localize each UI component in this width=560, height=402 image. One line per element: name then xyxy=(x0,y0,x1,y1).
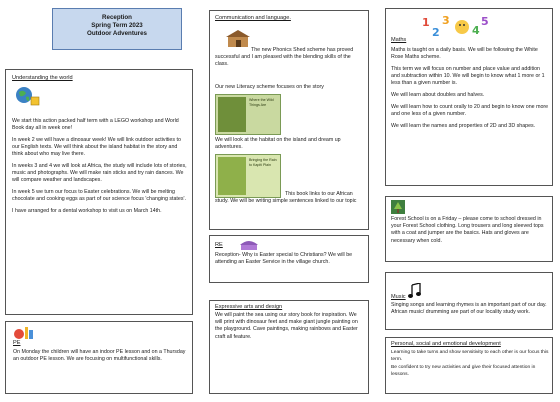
music-text: Singing songs and learning rhymes is an important part of our day. African music/ drumming are part of our locality study work. xyxy=(391,302,547,316)
title-line-3: Outdoor Adventures xyxy=(87,30,147,37)
re-heading: RE xyxy=(215,242,223,248)
understanding-paragraph: In week 2 we will have a dinosaur week! We will link outdoor activities to our English texts. We will think about the island habitat in the story and think about who may live there. xyxy=(12,136,181,158)
forest-school-box xyxy=(385,196,553,262)
title-box xyxy=(52,8,182,50)
svg-text:5: 5 xyxy=(481,15,489,28)
forest-icon xyxy=(391,200,405,214)
maths-paragraph: We will learn how to count orally to 20 and begin to know one more and one less of a given number. xyxy=(391,103,549,117)
svg-text:1: 1 xyxy=(422,16,430,29)
book-2-title: Bringing the Rain to Kapiti Plain xyxy=(249,158,277,167)
music-heading: Music xyxy=(391,294,406,300)
literacy-intro: Our new Literacy scheme focuses on the story xyxy=(215,84,324,90)
re-box xyxy=(209,235,369,283)
maths-heading: Maths xyxy=(391,37,407,43)
forest-text: Forest School is on a Friday – please come to school dressed in your Forest School clothing. Long trousers and long sleeved tops with a coat and jumper are the basics. Hats and gloves are necessary when cold. xyxy=(391,216,544,244)
understanding-the-world-box xyxy=(5,69,193,315)
maths-paragraph: This term we will focus on number and place value and addition and subtraction within 10. We will begin to know what 1 more or 1 less than a given number is. xyxy=(391,65,545,87)
understanding-paragraph: In week 5 we turn our focus to Easter celebrations. We will be melting chocolate and cooking eggs as part of our science focus 'changing states'. xyxy=(12,189,186,203)
book-cover-2-art xyxy=(218,157,246,195)
church-icon xyxy=(238,237,260,251)
maths-paragraph: Maths is taught on a daily basis. We will be following the White Rose Maths scheme. xyxy=(391,47,538,61)
communication-heading: Communication and language. xyxy=(215,15,291,21)
pe-equipment-icon xyxy=(13,324,35,340)
understanding-heading: Understanding the world xyxy=(12,75,73,81)
globe-icon xyxy=(14,85,40,107)
book-2-text: This book links to our African study. We will be writing simple sentences linked to our topic xyxy=(215,191,357,205)
pe-text: On Monday the children will have an indoor PE lesson and on a Thursday an outdoor PE lesson. We are focusing on multifunctional skills. xyxy=(13,349,186,363)
maths-paragraph: We will learn the names and properties of 2D and 3D shapes. xyxy=(391,122,536,129)
pe-box xyxy=(5,321,193,394)
maths-numbers-icon xyxy=(420,12,492,42)
communication-box xyxy=(209,10,369,230)
svg-text:4: 4 xyxy=(472,24,480,37)
book-cover-1-art xyxy=(218,97,246,132)
pshe-text xyxy=(391,350,549,383)
book-cover-1 xyxy=(215,94,281,135)
understanding-text xyxy=(12,118,188,220)
phonics-shed-logo xyxy=(224,28,252,48)
expressive-arts-box xyxy=(209,300,369,394)
expressive-heading: Expressive arts and design xyxy=(215,304,283,310)
maths-paragraph: We will learn about doubles and halves. xyxy=(391,92,485,99)
pshe-line: Learning to take turns and show sensitivity to each other is our focus this term. xyxy=(391,350,549,362)
re-text: Reception- Why is Easter special to Christians? We will be attending an Easter Service in the village church. xyxy=(215,252,353,266)
pshe-box xyxy=(385,337,553,394)
title-line-1: Reception xyxy=(102,14,132,21)
understanding-paragraph: I have arranged for a dental workshop to visit us on March 14th. xyxy=(12,208,162,215)
expressive-text: We will paint the sea using our story book for inspiration. We will print with dinosaur feet and make giant jungle painting on the playground. Cave paintings, making rainbows and Easter craft all feature. xyxy=(215,312,358,340)
pe-heading: PE xyxy=(13,340,21,346)
pshe-heading: Personal, social and emotional development xyxy=(391,341,501,347)
book-1-title: Where the Wild Things Are xyxy=(249,98,274,107)
svg-text:3: 3 xyxy=(442,14,450,27)
maths-box xyxy=(385,8,553,186)
maths-text xyxy=(391,47,549,134)
music-box xyxy=(385,272,553,330)
music-notes-icon xyxy=(408,283,422,299)
svg-text:2: 2 xyxy=(432,26,440,39)
understanding-paragraph: In weeks 3 and 4 we will look at Africa, the study will include lots of stories, music and photographs. We will make rain sticks and try rain dances. We will compare weather and landscapes. xyxy=(12,163,187,184)
communication-intro: The new Phonics Shed scheme has proved successful and I am pleased with the blending skills of the class. xyxy=(215,47,354,68)
understanding-paragraph: We start this action packed half term with a LEGO workshop and World Book day all in week one! xyxy=(12,118,179,132)
pshe-line: Be confident to try new activities and give their focused attention in lessons. xyxy=(391,365,536,377)
book-1-text: We will look at the habitat on the island and dream up adventures. xyxy=(215,137,341,151)
title-line-2: Spring Term 2023 xyxy=(91,22,143,29)
